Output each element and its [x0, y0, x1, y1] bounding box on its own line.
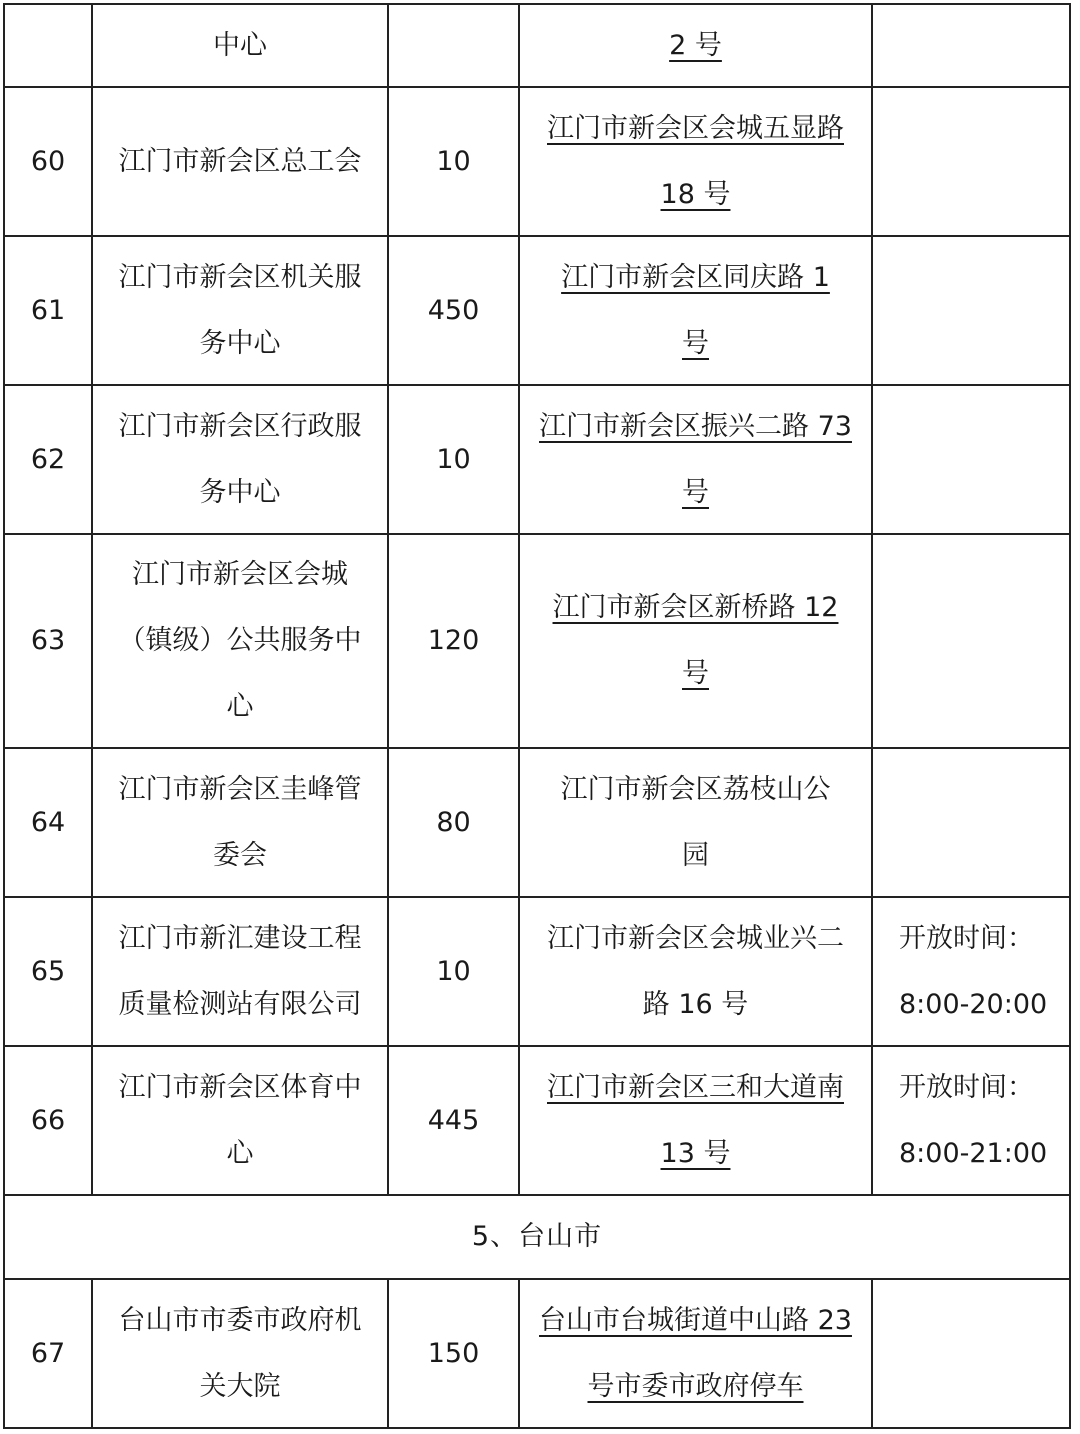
count-cell: 10 — [388, 897, 519, 1046]
no-cell: 63 — [4, 534, 92, 748]
name-cell: 江门市新会区机关服 务中心 — [92, 236, 388, 385]
name-cell: 江门市新会区总工会 — [92, 87, 388, 236]
address-cell: 台山市台城街道中山路 23 号市委市政府停车 — [519, 1279, 872, 1428]
name-cell: 中心 — [92, 4, 388, 87]
note-cell — [872, 4, 1070, 87]
table-row — [4, 897, 1070, 1046]
count-cell: 150 — [388, 1279, 519, 1428]
table-row — [4, 87, 1070, 236]
note-cell — [872, 534, 1070, 748]
address-cell: 2 号 — [519, 4, 872, 87]
table-row — [4, 4, 1070, 87]
section-row — [4, 1195, 1070, 1279]
section-title: 5、台山市 — [4, 1195, 1070, 1279]
table-row — [4, 1279, 1070, 1428]
name-cell: 江门市新会区行政服 务中心 — [92, 385, 388, 534]
table-row — [4, 534, 1070, 748]
table-row — [4, 748, 1070, 897]
address-cell: 江门市新会区会城业兴二 路 16 号 — [519, 897, 872, 1046]
address-cell: 江门市新会区会城五显路 18 号 — [519, 87, 872, 236]
note-cell: 开放时间： 8:00-20:00 — [872, 897, 1070, 1046]
no-cell: 67 — [4, 1279, 92, 1428]
note-cell — [872, 385, 1070, 534]
count-cell: 120 — [388, 534, 519, 748]
count-cell: 450 — [388, 236, 519, 385]
name-cell: 江门市新汇建设工程 质量检测站有限公司 — [92, 897, 388, 1046]
count-cell: 80 — [388, 748, 519, 897]
no-cell: 64 — [4, 748, 92, 897]
address-cell: 江门市新会区新桥路 12 号 — [519, 534, 872, 748]
no-cell: 66 — [4, 1046, 92, 1195]
table-row — [4, 385, 1070, 534]
no-cell: 62 — [4, 385, 92, 534]
no-cell: 65 — [4, 897, 92, 1046]
note-cell — [872, 87, 1070, 236]
name-cell: 江门市新会区会城 （镇级）公共服务中 心 — [92, 534, 388, 748]
count-cell: 445 — [388, 1046, 519, 1195]
count-cell — [388, 4, 519, 87]
count-cell: 10 — [388, 385, 519, 534]
address-cell: 江门市新会区同庆路 1 号 — [519, 236, 872, 385]
address-cell: 江门市新会区三和大道南 13 号 — [519, 1046, 872, 1195]
note-cell — [872, 236, 1070, 385]
parking-table — [3, 3, 1071, 1429]
note-cell — [872, 1279, 1070, 1428]
no-cell: 60 — [4, 87, 92, 236]
name-cell: 江门市新会区圭峰管 委会 — [92, 748, 388, 897]
address-cell: 江门市新会区荔枝山公 园 — [519, 748, 872, 897]
note-cell: 开放时间： 8:00-21:00 — [872, 1046, 1070, 1195]
name-cell: 江门市新会区体育中 心 — [92, 1046, 388, 1195]
no-cell — [4, 4, 92, 87]
no-cell: 61 — [4, 236, 92, 385]
count-cell: 10 — [388, 87, 519, 236]
address-cell: 江门市新会区振兴二路 73 号 — [519, 385, 872, 534]
table-row — [4, 1046, 1070, 1195]
name-cell: 台山市市委市政府机 关大院 — [92, 1279, 388, 1428]
table-row — [4, 236, 1070, 385]
note-cell — [872, 748, 1070, 897]
